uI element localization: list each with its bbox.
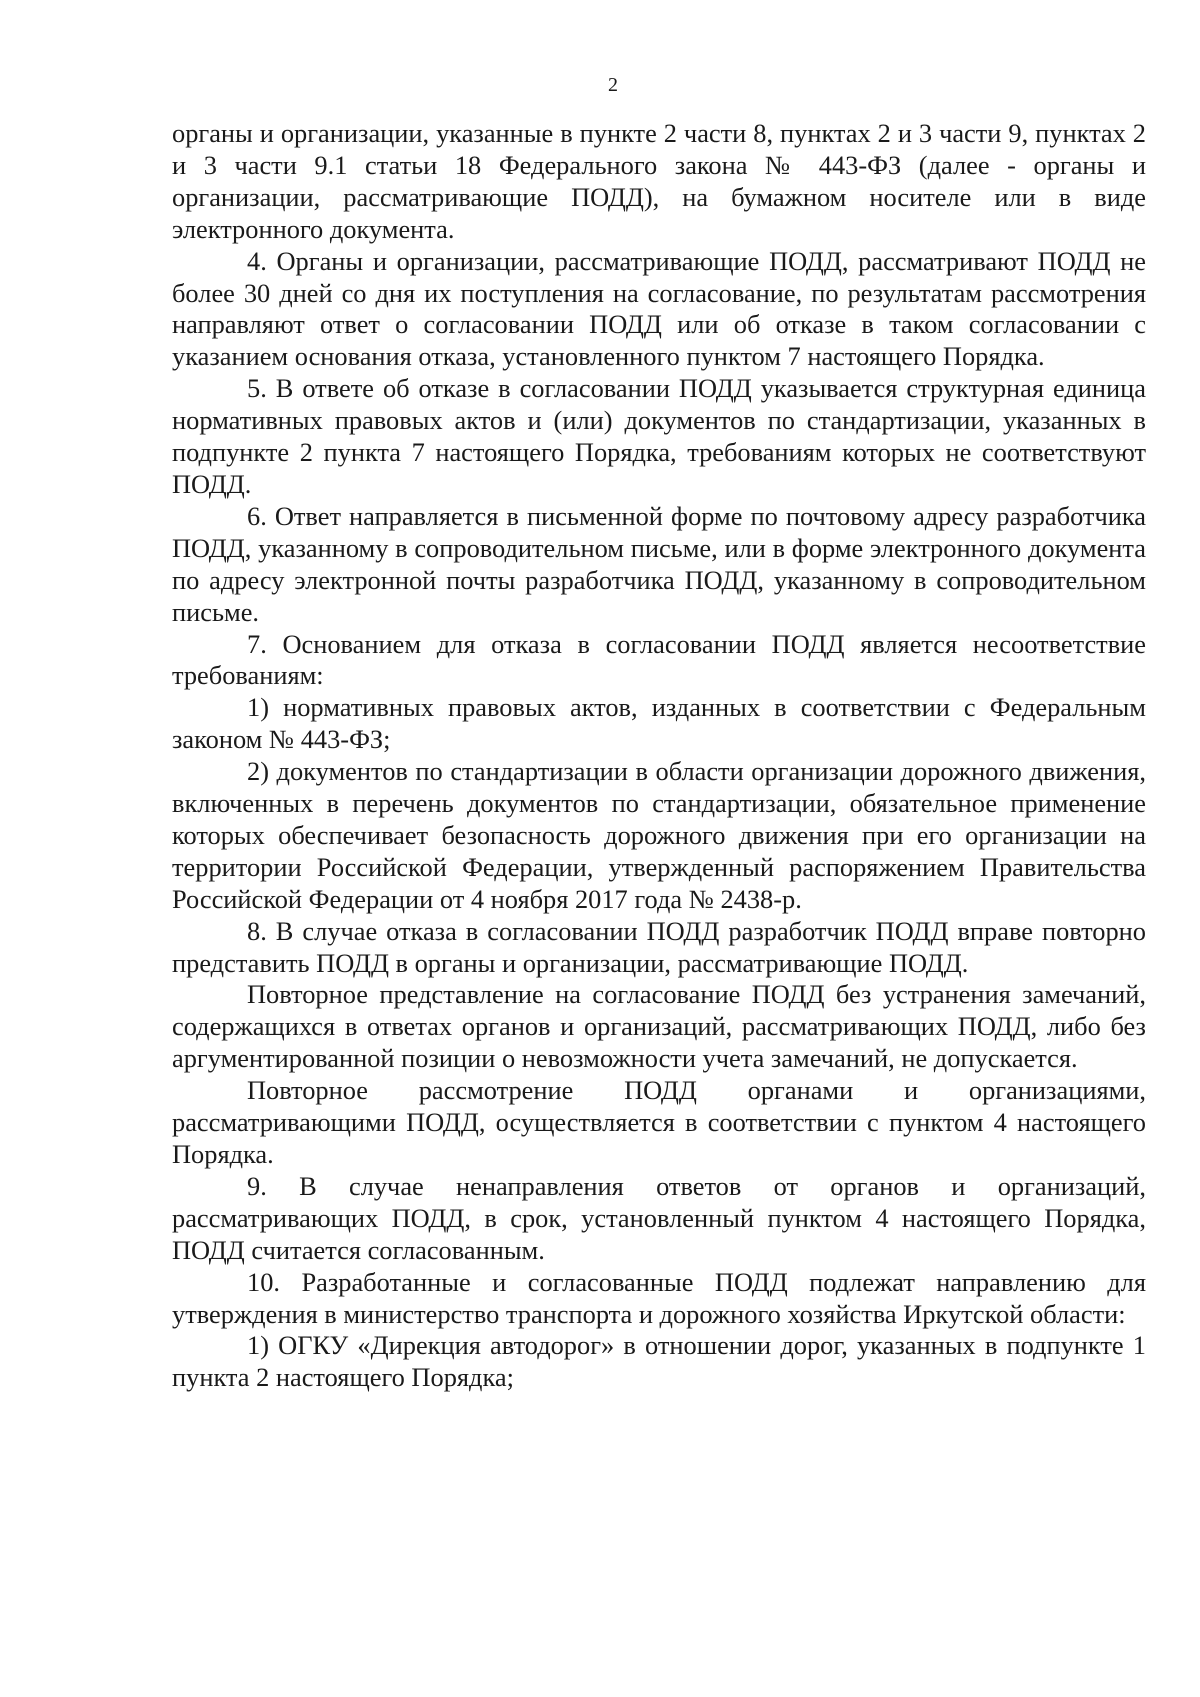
paragraph-item-9: 9. В случае ненаправления ответов от органов и организаций, рассматривающих ПОДД, в срок, установленный пунктом 4 настоящего Порядка, ПОДД считается согласованным. xyxy=(172,1170,1146,1265)
paragraph-item-5: 5. В ответе об отказе в согласовании ПОДД указывается структурная единица нормативных правовых актов и (или) документов по стандартизации, указанных в подпункте 2 пункта 7 настоящего Порядка, требованиям которых не соответствуют ПОДД. xyxy=(172,373,1146,499)
paragraph-item-4: 4. Органы и организации, рассматривающие ПОДД, рассматривают ПОДД не более 30 дней со дня их поступления на согласование, по результатам рассмотрения направляют ответ о согласовании ПОДД или об отказе в таком согласовании с указанием основания отказа, установленного пунктом 7 настоящего Порядка. xyxy=(172,245,1146,372)
paragraph-item-8-review: Повторное рассмотрение ПОДД органами и организациями, рассматривающими ПОДД, осуществляется в соответствии с пунктом 4 настоящего Порядка. xyxy=(172,1075,1146,1169)
paragraph-continuation: органы и организации, указанные в пункте 2 части 8, пунктах 2 и 3 части 9, пунктах 2 и 3 части 9.1 статьи 18 Федерального закона № 443-ФЗ (далее - органы и организации, рассматривающие ПОДД), на бумажном носителе или в виде электронного документа. xyxy=(172,118,1146,244)
page-number: 2 xyxy=(608,74,618,96)
paragraph-item-6: 6. Ответ направляется в письменной форме по почтовому адресу разработчика ПОДД, указанному в сопроводительном письме, или в форме электронного документа по адресу электронной почты разработчика ПОДД, указанному в сопроводительном письме. xyxy=(172,500,1146,627)
paragraph-item-7-sub-2: 2) документов по стандартизации в области организации дорожного движения, включенных в перечень документов по стандартизации, обязательное применение которых обеспечивает безопасность дорожного движения при его организации на территории Российской Федерации, утвержденный распоряжением Правительства Российской Федерации от 4 ноября 2017 года № 2438-р. xyxy=(172,756,1146,914)
paragraph-item-10-sub-1: 1) ОГКУ «Дирекция автодорог» в отношении дорог, указанных в подпункте 1 пункта 2 настоящего Порядка; xyxy=(172,1330,1146,1393)
paragraph-item-10: 10. Разработанные и согласованные ПОДД подлежат направлению для утверждения в министерство транспорта и дорожного хозяйства Иркутской области: xyxy=(172,1266,1146,1329)
paragraph-item-8: 8. В случае отказа в согласовании ПОДД разработчик ПОДД вправе повторно представить ПОДД в органы и организации, рассматривающие ПОДД. xyxy=(172,915,1146,978)
paragraph-item-8-resubmission: Повторное представление на согласование ПОДД без устранения замечаний, содержащихся в ответах органов и организаций, рассматривающих ПОДД, либо без аргументированной позиции о невозможности учета замечаний, не допускается. xyxy=(172,979,1146,1074)
paragraph-item-7-sub-1: 1) нормативных правовых актов, изданных в соответствии с Федеральным законом № 443-ФЗ; xyxy=(172,692,1146,755)
paragraph-item-7: 7. Основанием для отказа в согласовании ПОДД является несоответствие требованиям: xyxy=(172,628,1146,691)
document-body xyxy=(172,118,1146,1394)
